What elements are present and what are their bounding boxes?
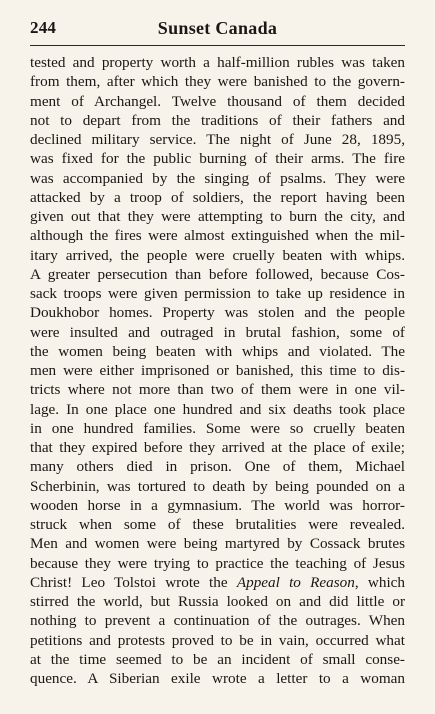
text-line: attacked by a troop of soldiers, the report having been bbox=[30, 188, 405, 206]
text-segment: Christ! Leo Tolstoi wrote the bbox=[30, 573, 237, 591]
body-text bbox=[30, 53, 405, 688]
text-line: petitions and protests proved to be in vain, occurred what bbox=[30, 631, 405, 649]
text-line: stirred the world, but Russia looked on and did little or bbox=[30, 593, 405, 610]
italic-book-title: Appeal to Reason bbox=[236, 573, 355, 591]
text-line: Men and women were being martyred by Cossack brutes bbox=[30, 535, 405, 553]
text-line: from them, after which they were banished to the govern- bbox=[30, 73, 405, 91]
text-line: ment of Archangel. Twelve thousand of them decided bbox=[30, 92, 405, 110]
text-line: although the fires were almost extinguished when the mil- bbox=[30, 227, 405, 245]
text-line: because they were trying to practice the teaching of Jesus bbox=[30, 554, 405, 572]
page-number: 244 bbox=[30, 18, 57, 37]
text-line: declined military service. The night of June 28, 1895, bbox=[30, 131, 405, 148]
text-line: many others died in prison. One of them, Michael bbox=[30, 458, 405, 476]
text-line: wooden horse in a gymnasium. The world was horror- bbox=[30, 496, 405, 514]
header-rule bbox=[30, 45, 405, 46]
text-line: not to depart from the traditions of their fathers and bbox=[30, 111, 405, 129]
text-line: Scherbinin, was tortured to death by being pounded on a bbox=[30, 477, 405, 495]
text-line: struck when some of these brutalities were revealed. bbox=[30, 516, 405, 533]
text-line: lage. In one place one hundred and six deaths took place bbox=[30, 400, 405, 418]
text-line: Doukhobor homes. Property was stolen and the people bbox=[30, 304, 405, 322]
text-line: at the time seemed to be an incident of small conse- bbox=[30, 650, 405, 668]
text-line: sack troops were given permission to take up residence in bbox=[30, 285, 405, 302]
text-line: was fixed for the public burning of their arms. The fire bbox=[30, 150, 405, 168]
text-line: quence. A Siberian exile wrote a letter to a woman bbox=[30, 670, 405, 687]
text-line: were insulted and outraged in brutal fashion, some of bbox=[30, 323, 405, 341]
text-line: that they expired before they arrived at the place of exile; bbox=[30, 439, 405, 456]
text-line: A greater persecution than before followed, because Cos- bbox=[30, 265, 405, 283]
text-segment: , which bbox=[354, 573, 405, 591]
text-line: in one hundred families. Some were so cruelly beaten bbox=[30, 419, 405, 437]
text-line: the women being beaten with whips and violated. The bbox=[30, 342, 405, 360]
text-line: men were either imprisoned or banished, this time to dis- bbox=[30, 362, 405, 379]
page-header bbox=[30, 18, 405, 44]
text-line-with-title bbox=[30, 573, 405, 592]
text-line: tested and property worth a half-million rubles was taken bbox=[30, 54, 405, 71]
text-line: was accompanied by the singing of psalms. They were bbox=[30, 169, 405, 187]
text-line: given out that they were attempting to burn the city, and bbox=[30, 208, 405, 225]
text-line: tricts where not more than two of them were in one vil- bbox=[30, 381, 405, 399]
text-line: itary arrived, the people were cruelly beaten with whips. bbox=[30, 246, 405, 264]
running-head: Sunset Canada bbox=[157, 18, 278, 38]
text-line: nothing to prevent a continuation of the outrages. When bbox=[30, 612, 405, 630]
